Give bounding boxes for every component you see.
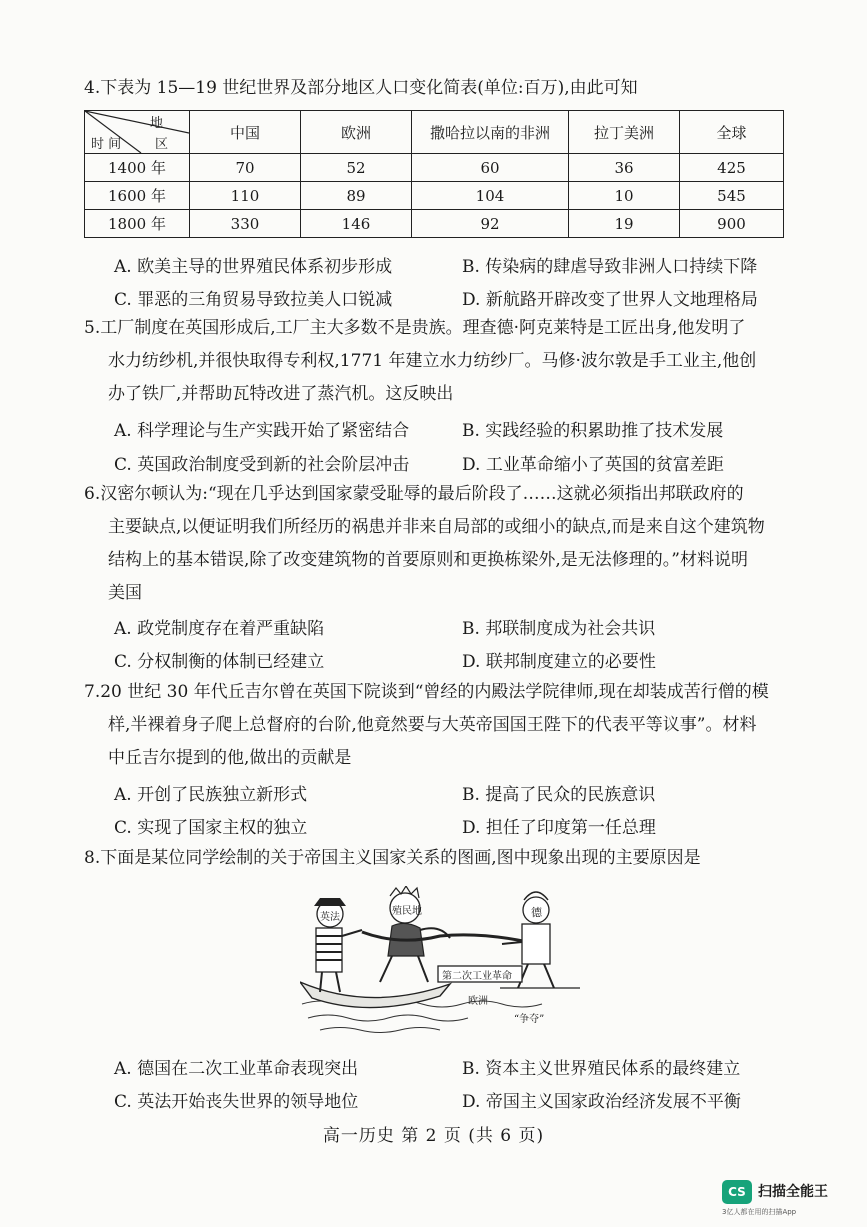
option-c[interactable]: C. 罪恶的三角贸易导致拉美人口锐减: [114, 290, 393, 310]
table-cell: 89: [301, 182, 412, 210]
imperialism-cartoon: [300, 886, 580, 1040]
table-row: [85, 182, 784, 210]
option-a[interactable]: A. 欧美主导的世界殖民体系初步形成: [114, 257, 393, 277]
option-b[interactable]: B. 资本主义世界殖民体系的最终建立: [462, 1059, 741, 1079]
table-cell: 425: [680, 154, 784, 182]
option-b[interactable]: B. 邦联制度成为社会共识: [462, 619, 656, 639]
question-7-line: 样,半裸着身子爬上总督府的台阶,他竟然要与大英帝国国王陛下的代表平等议事”。材料: [108, 715, 757, 735]
scanner-logo-icon: CS: [722, 1180, 752, 1204]
column-header: 欧洲: [301, 111, 412, 154]
label-yingfa: 英法: [320, 912, 340, 923]
question-6-line: 主要缺点,以便证明我们所经历的祸患并非来自局部的或细小的缺点,而是来自这个建筑物: [108, 517, 765, 537]
option-a[interactable]: A. 科学理论与生产实践开始了紧密结合: [114, 421, 410, 441]
label-europe: 欧洲: [468, 996, 488, 1007]
corner-label-mid: 区: [155, 137, 169, 152]
population-table: [84, 110, 784, 238]
question-5-line: 水力纺纱机,并很快取得专利权,1771 年建立水力纺纱厂。马修·波尔敦是手工业主,他创: [108, 351, 757, 371]
corner-label-top: 地: [149, 116, 163, 131]
row-year: 1600 年: [85, 182, 190, 210]
question-8-stem: 8.下面是某位同学绘制的关于帝国主义国家关系的图画,图中现象出现的主要原因是: [84, 848, 701, 868]
table-cell: 146: [301, 210, 412, 238]
option-b[interactable]: B. 实践经验的积累助推了技术发展: [462, 421, 724, 441]
row-year: 1400 年: [85, 154, 190, 182]
option-b[interactable]: B. 提高了民众的民族意识: [462, 785, 656, 805]
option-b[interactable]: B. 传染病的肆虐导致非洲人口持续下降: [462, 257, 758, 277]
question-7: [84, 676, 784, 775]
label-de: 德: [531, 906, 542, 919]
table-row: [85, 154, 784, 182]
option-d[interactable]: D. 新航路开辟改变了世界人文地理格局: [462, 290, 758, 310]
question-5-line: 5.工厂制度在英国形成后,工厂主大多数不是贵族。理查德·阿克莱特是工匠出身,他发明了: [84, 318, 746, 338]
row-year: 1800 年: [85, 210, 190, 238]
question-6-line: 6.汉密尔顿认为:“现在几乎达到国家蒙受耻辱的最后阶段了……这就必须指出邦联政府的: [84, 484, 744, 504]
label-colony: 殖民地: [392, 906, 422, 917]
corner-label-bottom: 时 间: [91, 137, 122, 152]
option-d[interactable]: D. 担任了印度第一任总理: [462, 818, 656, 838]
page-footer: 高一历史 第 2 页 (共 6 页): [322, 1126, 545, 1146]
option-a[interactable]: A. 开创了民族独立新形式: [114, 785, 308, 805]
question-6-line: 美国: [108, 583, 142, 603]
column-header: 全球: [680, 111, 784, 154]
question-6: [84, 478, 784, 610]
option-a[interactable]: A. 德国在二次工业革命表现突出: [114, 1059, 359, 1079]
option-c[interactable]: C. 英国政治制度受到新的社会阶层冲击: [114, 455, 410, 475]
question-8: [84, 842, 784, 875]
option-c[interactable]: C. 实现了国家主权的独立: [114, 818, 308, 838]
question-5-line: 办了铁厂,并帮助瓦特改进了蒸汽机。这反映出: [108, 384, 454, 404]
table-cell: 52: [301, 154, 412, 182]
question-4: [84, 72, 784, 105]
column-header: 中国: [190, 111, 301, 154]
label-second-industrial-revolution: 第二次工业革命: [442, 971, 512, 982]
cartoon-caption: “争夺”: [514, 1014, 545, 1025]
question-5: [84, 312, 784, 411]
column-header: 拉丁美洲: [569, 111, 680, 154]
table-cell: 545: [680, 182, 784, 210]
table-row: [85, 210, 784, 238]
column-header: 撒哈拉以南的非洲: [412, 111, 569, 154]
table-cell: 10: [569, 182, 680, 210]
table-header-row: [85, 111, 784, 154]
option-d[interactable]: D. 帝国主义国家政治经济发展不平衡: [462, 1092, 741, 1112]
table-cell: 330: [190, 210, 301, 238]
scanner-name: 扫描全能王: [758, 1184, 828, 1200]
option-a[interactable]: A. 政党制度存在着严重缺陷: [114, 619, 325, 639]
option-c[interactable]: C. 分权制衡的体制已经建立: [114, 652, 325, 672]
table-cell: 110: [190, 182, 301, 210]
table-cell: 104: [412, 182, 569, 210]
question-7-line: 中丘吉尔提到的他,做出的贡献是: [108, 748, 352, 768]
table-cell: 36: [569, 154, 680, 182]
table-cell: 60: [412, 154, 569, 182]
option-d[interactable]: D. 工业革命缩小了英国的贫富差距: [462, 455, 724, 475]
question-4-stem: 4.下表为 15—19 世纪世界及部分地区人口变化简表(单位:百万),由此可知: [84, 78, 638, 98]
scanner-tagline: 3亿人都在用的扫描App: [722, 1208, 797, 1216]
option-d[interactable]: D. 联邦制度建立的必要性: [462, 652, 656, 672]
option-c[interactable]: C. 英法开始丧失世界的领导地位: [114, 1092, 359, 1112]
table-cell: 92: [412, 210, 569, 238]
table-corner-cell: [85, 111, 190, 154]
table-cell: 70: [190, 154, 301, 182]
question-7-line: 7.20 世纪 30 年代丘吉尔曾在英国下院谈到“曾经的内殿法学院律师,现在却装成苦行僧的模: [84, 682, 769, 702]
table-cell: 900: [680, 210, 784, 238]
table-cell: 19: [569, 210, 680, 238]
question-6-line: 结构上的基本错误,除了改变建筑物的首要原则和更换栋梁外,是无法修理的。”材料说明: [108, 550, 748, 570]
